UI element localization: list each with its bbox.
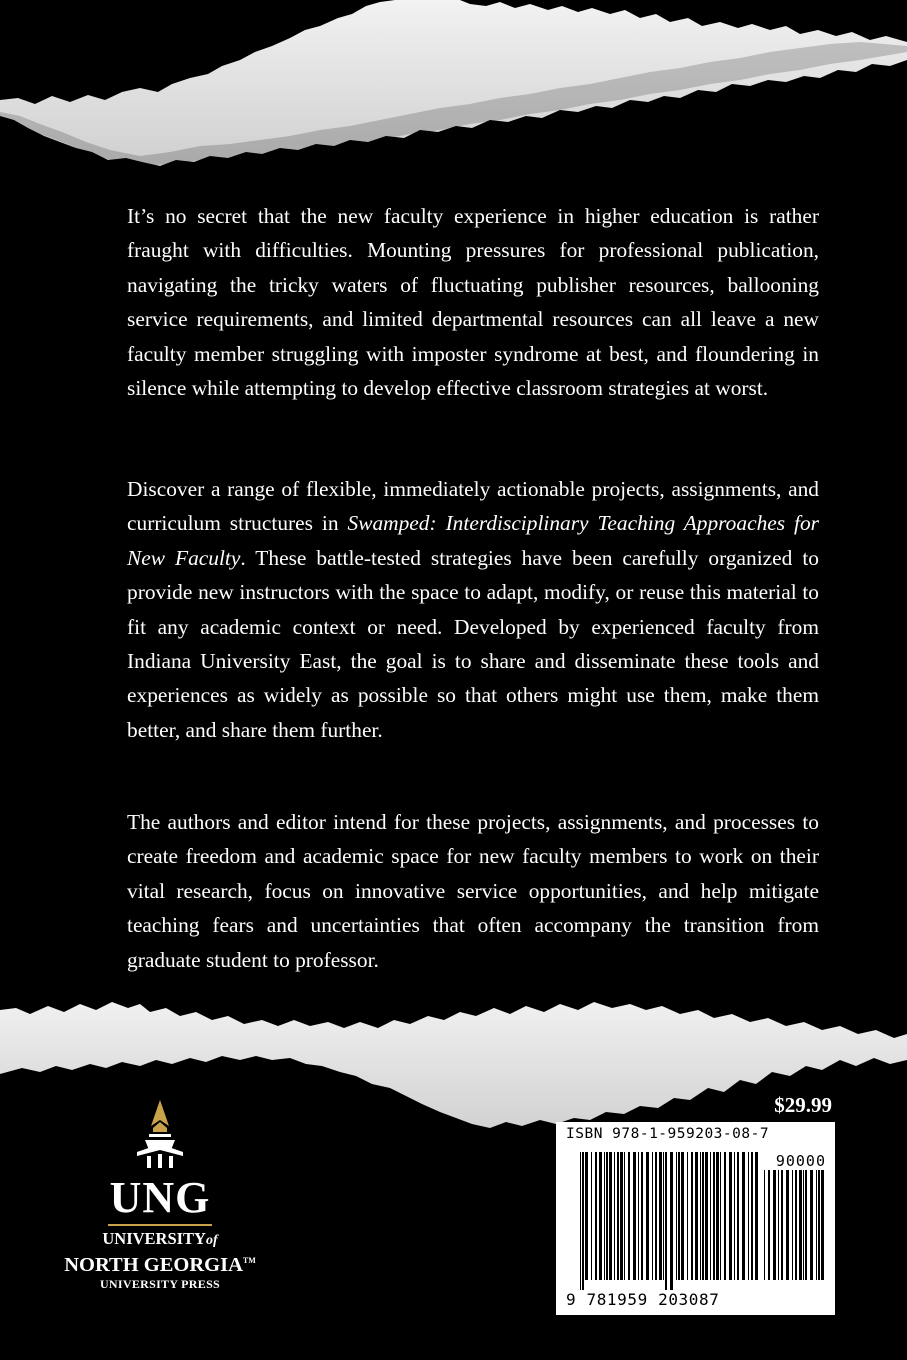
barcode-bar xyxy=(781,1170,783,1280)
barcode-bar xyxy=(691,1152,693,1280)
barcode-addon-icon xyxy=(764,1170,826,1290)
barcode-bar xyxy=(655,1152,657,1280)
barcode-bar xyxy=(604,1152,605,1280)
barcode-bar xyxy=(620,1152,623,1280)
blurb-paragraph-1: It’s no secret that the new faculty experience in higher education is rather fraught with difficulties. Mounting pressures for professional publication, navigating the tricky waters of fluctuating publisher resources, ballooning service requirements, and limited departmental resources can all leave a new faculty member struggling with imposter syndrome at best, and floundering in silence while attempting to develop effective classroom strategies at worst. xyxy=(127,204,819,401)
barcode-bar xyxy=(713,1152,715,1280)
barcode-bar xyxy=(646,1152,649,1280)
barcode-bar xyxy=(742,1152,745,1280)
barcode-bar xyxy=(821,1170,824,1280)
isbn-label: ISBN 978-1-959203-08-7 xyxy=(566,1126,770,1142)
price-label: $29.99 xyxy=(774,1093,832,1117)
barcode-bar xyxy=(695,1152,698,1280)
barcode-bar xyxy=(606,1152,608,1280)
blurb-p2-intro: Discover a range of flexible, immediately actionable projects, assignments, and curriculum structures in xyxy=(127,477,819,536)
barcode-bar xyxy=(816,1170,817,1280)
barcode-bar xyxy=(624,1152,625,1280)
barcode-bar xyxy=(755,1152,758,1280)
barcode-bar xyxy=(681,1152,684,1280)
barcode-bar xyxy=(670,1152,673,1290)
barcode-bar xyxy=(676,1152,677,1280)
barcode-bar xyxy=(700,1152,701,1280)
book-title: Swamped: Interdisciplinary Teaching Approaches for New Faculty xyxy=(127,511,819,570)
barcode-bar xyxy=(720,1152,721,1280)
barcode-bar xyxy=(665,1152,667,1290)
blurb-p2-rest: . These battle-tested strategies have been carefully organized to provide new instructors with the space to adapt, modify, or reuse this material to fit any academic context or need. Developed by experienced faculty from Indiana University East, the goal is to share and disseminate these tools and experiences as widely as possible so that others might use them, make them better, and share them further. xyxy=(127,545,819,742)
barcode-box xyxy=(556,1122,835,1315)
barcode-bar xyxy=(678,1152,680,1280)
barcode-bar xyxy=(724,1152,726,1280)
logo-divider xyxy=(108,1224,212,1226)
barcode-bar xyxy=(710,1152,711,1280)
barcode-bar xyxy=(792,1170,793,1280)
barcode-bar xyxy=(595,1152,597,1280)
barcode-bar xyxy=(582,1152,584,1290)
barcode-bar xyxy=(795,1170,797,1280)
barcode-bar xyxy=(614,1152,615,1280)
barcode-bar xyxy=(737,1152,739,1280)
barcode-bar xyxy=(659,1152,662,1280)
barcode-bar xyxy=(734,1152,735,1280)
barcode-bar xyxy=(805,1170,807,1280)
publisher-name-line-1 xyxy=(60,1230,260,1250)
barcode-bar xyxy=(638,1152,639,1280)
barcode-bar xyxy=(609,1152,612,1280)
barcode-bar xyxy=(786,1170,789,1280)
publisher-word-of: of xyxy=(205,1233,218,1248)
barcode-bar xyxy=(716,1152,719,1280)
barcode-ean-number: 9 781959 203087 xyxy=(566,1290,720,1309)
barcode-bar xyxy=(748,1152,749,1280)
barcode-bar xyxy=(663,1152,664,1280)
barcode-bar xyxy=(687,1152,688,1280)
barcode-bar xyxy=(773,1170,776,1280)
publisher-acronym: UNG xyxy=(109,1173,211,1222)
barcode-bar xyxy=(628,1152,630,1280)
barcode-bar xyxy=(580,1152,581,1290)
barcode-bar xyxy=(641,1152,643,1280)
barcode-bar xyxy=(799,1170,802,1280)
barcode-bar xyxy=(633,1152,636,1280)
barcode-bar xyxy=(810,1170,813,1280)
barcode-bar xyxy=(585,1152,588,1280)
torn-paper-top xyxy=(0,0,907,180)
barcode-bar xyxy=(705,1152,708,1280)
barcode-bar xyxy=(803,1170,804,1280)
barcode-addon-number: 90000 xyxy=(775,1152,826,1170)
barcode-bar xyxy=(599,1152,602,1280)
barcode-bar xyxy=(617,1152,619,1280)
publisher-word-north-georgia: NORTH GEORGIA xyxy=(64,1253,243,1276)
blurb-paragraph-2 xyxy=(127,472,819,747)
barcode-icon xyxy=(580,1152,758,1290)
trademark-symbol: TM xyxy=(242,1256,256,1265)
barcode-bar xyxy=(764,1170,765,1280)
publisher-name-line-2 xyxy=(60,1250,260,1276)
barcode-bar xyxy=(751,1152,753,1280)
barcode-bar xyxy=(818,1170,820,1280)
barcode-bar xyxy=(768,1170,770,1280)
barcode-bar xyxy=(702,1152,704,1280)
ung-lamp-logo-icon xyxy=(135,1100,185,1170)
blurb-paragraph-3: The authors and editor intend for these projects, assignments, and processes to create freedom and academic space for new faculty members to work on their vital research, focus on innovative service opportunities, and help mitigate teaching fears and uncertainties that often accompany the transition from graduate student to professor. xyxy=(127,810,819,972)
barcode-bar xyxy=(652,1152,653,1280)
publisher-press: UNIVERSITY PRESS xyxy=(99,1276,221,1291)
publisher-word-university: UNIVERSITY xyxy=(102,1229,206,1248)
barcode-bar xyxy=(778,1170,779,1280)
barcode-bar xyxy=(591,1152,592,1280)
publisher-logo xyxy=(60,1100,260,1292)
barcode-bar xyxy=(729,1152,732,1280)
